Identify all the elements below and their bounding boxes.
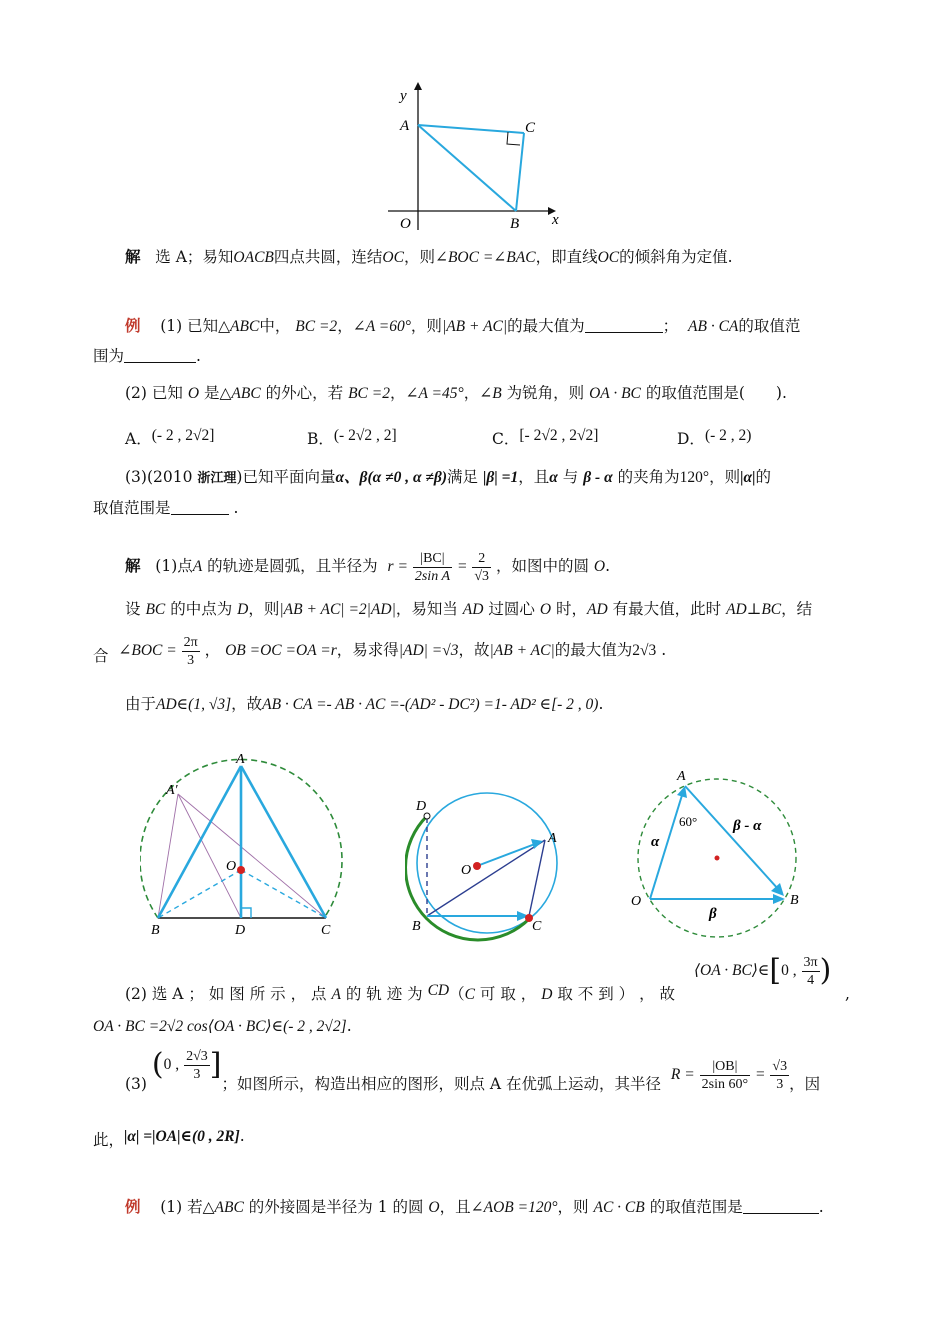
text: 选 A；易知 — [155, 248, 234, 266]
label-b: B — [510, 216, 520, 232]
math: O — [539, 601, 552, 618]
label-d: D — [235, 923, 246, 938]
solution-3-line-1 — [125, 984, 675, 1005]
text: ，则 — [557, 1198, 589, 1216]
text: 的 轨 迹 为 — [345, 985, 423, 1003]
math: BC — [145, 601, 166, 618]
math: 0 , — [163, 1056, 180, 1073]
math: ⟨OA · BC⟩∈ — [694, 962, 770, 979]
label-b: B — [151, 923, 160, 938]
example-1-part-1-cont — [93, 346, 201, 366]
math: 2√3 — [632, 642, 657, 659]
text: 取 不 到 ） ， 故 — [557, 985, 675, 1003]
math: OA · BC — [589, 385, 641, 402]
label-o: O — [631, 894, 642, 909]
text: 合 — [93, 647, 109, 665]
solution-2-line-4 — [125, 694, 603, 715]
math: CD — [427, 982, 450, 999]
text: ； — [662, 317, 679, 335]
text: ，即直线 — [535, 248, 598, 266]
math: ∠BOC = — [118, 642, 177, 659]
math: D — [541, 986, 553, 1003]
fraction — [182, 634, 200, 669]
text: 的夹角为 — [617, 468, 680, 486]
math: A — [192, 558, 203, 575]
fraction — [770, 1058, 789, 1093]
answer-blank[interactable] — [171, 500, 229, 515]
text: . — [605, 557, 611, 575]
text: ， — [337, 317, 353, 335]
math: ∠A =45° — [405, 385, 464, 402]
math: = — [456, 558, 468, 575]
text: ，则 — [410, 317, 442, 335]
math: D — [237, 601, 249, 618]
text: 是△ — [203, 384, 232, 402]
text: (1) 若△ — [160, 1198, 215, 1216]
denominator: √3 — [474, 568, 490, 584]
figure-3 — [625, 762, 815, 962]
text: ，则 — [248, 600, 280, 618]
math: AD⊥BC — [726, 601, 782, 618]
label-a: A — [400, 118, 410, 134]
denominator: 3 — [193, 1066, 201, 1082]
math: α — [549, 469, 558, 486]
text: 的最大值为 — [554, 641, 633, 659]
text: 满足 — [447, 468, 479, 486]
math: BC =2 — [295, 318, 338, 335]
math: 120° — [679, 469, 710, 486]
math: ∠B — [479, 385, 502, 402]
numerator: 2π — [183, 634, 198, 650]
math: OB =OC =OA =r — [225, 642, 337, 659]
text: ，结 — [781, 600, 813, 618]
text: . — [196, 347, 201, 365]
text: ，则 — [403, 248, 435, 266]
math: 0 , — [781, 962, 797, 979]
numerator: 2√3 — [186, 1048, 208, 1064]
text: (2) 已知 — [125, 384, 183, 402]
example-tag: 例 — [125, 1197, 141, 1216]
fraction — [184, 1048, 210, 1083]
option-d[interactable] — [677, 423, 752, 448]
solution-2-line-3 — [93, 632, 666, 669]
solution-3-line-2 — [93, 1016, 352, 1037]
option-label: C． — [492, 430, 520, 448]
text: 围为 — [93, 347, 125, 365]
math: OA · BC =2√2 cos⟨OA · BC⟩∈(- 2 , 2√2] — [93, 1018, 347, 1035]
text: 此， — [93, 1131, 125, 1149]
example-tag: 例 — [125, 316, 141, 335]
text: (3)(2010 — [125, 468, 193, 486]
math: α、β(α ≠0 , α ≠β) — [335, 469, 448, 486]
fraction — [700, 1058, 750, 1093]
math: ∠AOB =120° — [470, 1199, 558, 1216]
math: AD — [462, 601, 484, 618]
y-arrow — [414, 82, 422, 90]
numerator: |BC| — [413, 550, 452, 568]
text: 的中点为 — [170, 600, 233, 618]
source-tag: 浙江理 — [197, 471, 237, 486]
text: 有最大值，此时 — [612, 600, 722, 618]
text: (3) — [125, 1075, 147, 1093]
math: A — [331, 986, 341, 1003]
example-1-part-3 — [125, 467, 771, 489]
label-a: A — [236, 752, 245, 767]
math: OC — [597, 249, 620, 266]
text: ，故 — [458, 641, 490, 659]
math: ∠BOC =∠BAC — [434, 249, 536, 266]
text: （ — [449, 985, 465, 1003]
math: β - α — [583, 469, 613, 486]
text: ，易知当 — [395, 600, 458, 618]
text: ，且 — [518, 468, 550, 486]
option-value: [- 2√2 , 2√2] — [519, 427, 599, 444]
text: . — [239, 1127, 245, 1145]
label-a: A — [677, 769, 686, 784]
text: 时， — [556, 600, 588, 618]
numerator: √3 — [772, 1058, 788, 1074]
math: |AD| =√3 — [398, 642, 459, 659]
text: ，则 — [709, 468, 741, 486]
text: 的 — [755, 468, 771, 486]
math: C — [464, 986, 475, 1003]
math: |α| =|OA|∈(0 , 2R] — [124, 1128, 240, 1145]
numerator: 3π — [803, 954, 818, 970]
label-c: C — [525, 120, 536, 136]
text: 取值范围是 — [93, 499, 171, 517]
label-a: A — [548, 831, 557, 846]
math: OACB — [233, 249, 274, 266]
text: 的取值范围是( ). — [645, 384, 787, 402]
answer-blank[interactable] — [743, 1199, 819, 1214]
bracket: ) — [819, 953, 832, 988]
math: OC — [382, 249, 404, 266]
denominator: 2sin A — [414, 568, 450, 584]
solution-3-line-4 — [93, 1126, 245, 1147]
denominator: 4 — [807, 972, 815, 988]
text: 过圆心 — [488, 600, 535, 618]
coordinate-figure — [380, 80, 580, 240]
label-c: C — [321, 923, 331, 938]
option-label: D． — [677, 430, 705, 448]
text: . — [346, 1017, 352, 1035]
math: = — [755, 1066, 766, 1083]
text: 中， — [259, 317, 291, 335]
text: 的外心，若 — [265, 384, 344, 402]
text: 的轨迹是圆弧，且半径为 — [207, 557, 378, 575]
text: . — [661, 641, 667, 659]
option-label: A． — [125, 430, 152, 448]
fraction — [413, 550, 452, 585]
label-beta-minus-alpha: β - α — [733, 818, 762, 834]
text: 的取值范围是 — [649, 1198, 743, 1216]
label-b: B — [412, 919, 421, 934]
solution-tag: 解 — [125, 556, 141, 575]
label-d: D — [416, 799, 427, 814]
math: |AB + AC| — [489, 642, 555, 659]
text: (2) 选 A ； 如 图 所 示 ， 点 — [125, 985, 327, 1003]
option-value: (- 2 , 2) — [704, 427, 752, 444]
math: r = — [387, 558, 408, 575]
math: ABC — [230, 318, 260, 335]
solution-3-line-3 — [125, 1047, 821, 1111]
solution-2-line-2 — [125, 599, 812, 620]
text: 的最大值为 — [507, 317, 585, 335]
text: ， — [389, 384, 406, 402]
label-a-prime: A′ — [166, 783, 178, 798]
text: , — [845, 985, 850, 1003]
option-label: B． — [307, 430, 334, 448]
label-alpha: α — [651, 834, 660, 850]
text: 为锐角，则 — [506, 384, 585, 402]
angle-range-formula — [694, 948, 831, 993]
math: AB · CA — [688, 318, 739, 335]
text: 的倾斜角为定值. — [619, 248, 733, 266]
text: . — [233, 499, 239, 517]
math: ABC — [231, 385, 261, 402]
option-value: (- 2√2 , 2] — [333, 427, 397, 444]
fraction — [472, 550, 491, 585]
text: ；如图所示，构造出相应的图形，则点 A 在优弧上运动，其半径 — [221, 1075, 662, 1093]
numerator: 2 — [472, 550, 491, 568]
text: ，故 — [231, 695, 263, 713]
solution-3-comma — [845, 984, 850, 1004]
math: |α| — [740, 469, 756, 486]
math: |AB + AC| =2|AD| — [279, 601, 396, 618]
label-beta: β — [709, 906, 717, 922]
example-1-part-1 — [125, 316, 800, 337]
math: AD — [587, 601, 608, 618]
option-c[interactable] — [492, 423, 599, 448]
text: (1) 已知△ — [160, 317, 231, 335]
math: O — [187, 385, 200, 402]
math: ∠A =60° — [352, 318, 411, 335]
text: )已知平面向量 — [236, 468, 336, 486]
text: ， — [463, 384, 480, 402]
example-1-part-2 — [125, 383, 787, 404]
bracket: [ — [769, 953, 782, 988]
solution-tag: 解 — [125, 247, 141, 266]
denominator: 3 — [187, 652, 195, 668]
text: 设 — [125, 600, 141, 618]
math: AC · CB — [593, 1199, 645, 1216]
math: AD∈(1, √3] — [156, 696, 232, 713]
math: O — [428, 1199, 440, 1216]
label-c: C — [532, 919, 542, 934]
text: 可 取 ， — [479, 985, 537, 1003]
label-o: O — [226, 859, 237, 874]
math: O — [593, 558, 606, 575]
answer-blank[interactable] — [585, 318, 663, 333]
text: (1)点 — [155, 557, 193, 575]
option-value: (- 2 , 2√2] — [151, 427, 215, 444]
label-y: y — [400, 88, 407, 104]
option-b[interactable] — [307, 423, 397, 448]
math: |β| =1 — [483, 469, 519, 486]
label-x: x — [552, 212, 559, 228]
label-o: O — [461, 863, 472, 878]
label-60deg: 60° — [679, 814, 698, 829]
denominator: 2sin 60° — [701, 1076, 749, 1092]
label-o: O — [400, 216, 411, 232]
solution-2-line-1 — [125, 546, 610, 587]
figure-1 — [140, 752, 350, 942]
text: . — [818, 1198, 824, 1216]
fraction — [802, 954, 820, 989]
option-a[interactable] — [125, 423, 215, 448]
math: R = — [670, 1066, 695, 1083]
label-b: B — [790, 893, 799, 908]
figure-2 — [405, 790, 575, 945]
text: ，且 — [439, 1198, 471, 1216]
text: 由于 — [125, 695, 157, 713]
bracket: ( — [151, 1047, 164, 1082]
text: 的取值范 — [738, 317, 801, 335]
solution-1 — [125, 247, 733, 268]
example-1-part-3-cont — [93, 498, 238, 518]
math: ABC — [214, 1199, 244, 1216]
text: ，如图中的圆 — [495, 557, 589, 575]
math: |AB + AC| — [441, 318, 508, 335]
text: 的外接圆是半径为 1 的圆 — [248, 1198, 424, 1216]
text: ， — [204, 641, 221, 659]
text: 四点共圆，连结 — [273, 248, 383, 266]
math: AB · CA =- AB · AC =-(AD² - DC²) =1- AD² ∈[- 2 , 0) — [262, 696, 599, 713]
numerator: |OB| — [700, 1058, 750, 1076]
answer-blank[interactable] — [124, 348, 196, 363]
text: . — [598, 695, 604, 713]
bracket: ] — [209, 1047, 222, 1082]
text: ，因 — [789, 1075, 821, 1093]
denominator: 3 — [776, 1076, 784, 1092]
text: 与 — [562, 468, 579, 486]
math: BC =2 — [348, 385, 390, 402]
text: ，易求得 — [336, 641, 399, 659]
example-2 — [125, 1197, 824, 1218]
